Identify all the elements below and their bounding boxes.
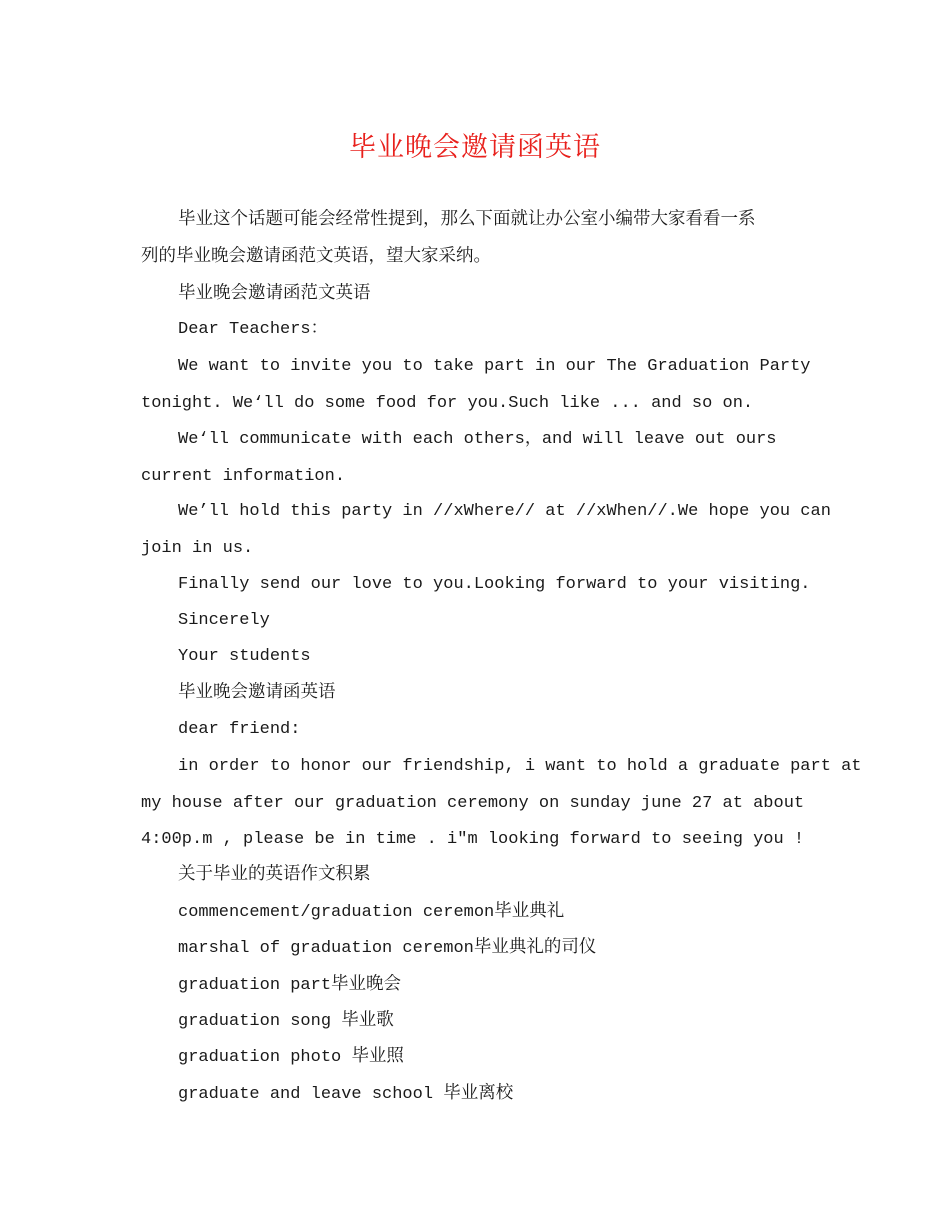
letter1-p2-line2: current information. xyxy=(141,467,346,486)
letter1-closing: Sincerely xyxy=(178,611,270,630)
letter1-p3-line1: We’ll hold this party in //xWhere// at //xWhen//.We hope you can xyxy=(178,502,831,521)
letter1-p1-line1: We want to invite you to take part in our The Graduation Party xyxy=(178,357,811,376)
vocab-zh: 毕业典礼的司仪 xyxy=(473,937,597,957)
vocab-item xyxy=(141,929,821,967)
letter2-line1: in order to honor our friendship, i want to hold a graduate part at xyxy=(178,757,862,776)
letter2-line2: my house after our graduation ceremony on sunday june 27 at about xyxy=(141,794,805,813)
section1-heading: 毕业晚会邀请函范文英语 xyxy=(178,283,371,303)
vocab-en: graduation photo xyxy=(178,1048,352,1067)
vocab-item xyxy=(141,1002,821,1040)
intro-line-2: 列的毕业晚会邀请函范文英语，望大家采纳。 xyxy=(141,246,491,266)
vocab-zh: 毕业照 xyxy=(351,1046,404,1066)
vocab-en: graduation part xyxy=(178,976,332,995)
vocab-zh: 毕业典礼 xyxy=(494,901,565,921)
vocab-item xyxy=(141,966,821,1004)
vocab-en: commencement/graduation ceremon xyxy=(178,903,495,922)
intro-line-1: 毕业这个话题可能会经常性提到，那么下面就让办公室小编带大家看看一系 xyxy=(178,209,756,229)
letter1-p3-line2: join in us. xyxy=(141,539,254,558)
letter1-p2-line1: We‘ll communicate with each others，and will leave out ours xyxy=(178,430,777,449)
section2-heading: 毕业晚会邀请函英语 xyxy=(178,682,336,702)
letter1-salutation: Dear Teachers： xyxy=(178,320,328,339)
section3-heading: 关于毕业的英语作文积累 xyxy=(178,864,371,884)
vocab-item xyxy=(141,893,821,931)
vocab-zh: 毕业歌 xyxy=(341,1010,394,1030)
letter1-signature: Your students xyxy=(178,647,311,666)
intro-paragraph xyxy=(141,201,821,238)
letter2-salutation: dear friend: xyxy=(178,720,301,739)
vocab-zh: 毕业离校 xyxy=(443,1083,514,1103)
vocab-zh: 毕业晚会 xyxy=(331,974,402,994)
letter2-line3: 4:00p.m , please be in time . i″m looking forward to seeing you ! xyxy=(141,830,805,849)
vocab-en: marshal of graduation ceremon xyxy=(178,939,474,958)
vocab-item xyxy=(141,1038,821,1076)
letter1-p1-line2: tonight. We‘ll do some food for you.Such like ... and so on. xyxy=(141,394,754,413)
vocab-en: graduate and leave school xyxy=(178,1085,444,1104)
vocab-en: graduation song xyxy=(178,1012,342,1031)
document-title: 毕业晚会邀请函英语 xyxy=(349,132,601,163)
letter1-p4: Finally send our love to you.Looking forward to your visiting. xyxy=(178,575,811,594)
intro-paragraph-cont xyxy=(141,238,821,275)
vocab-item xyxy=(141,1075,821,1113)
